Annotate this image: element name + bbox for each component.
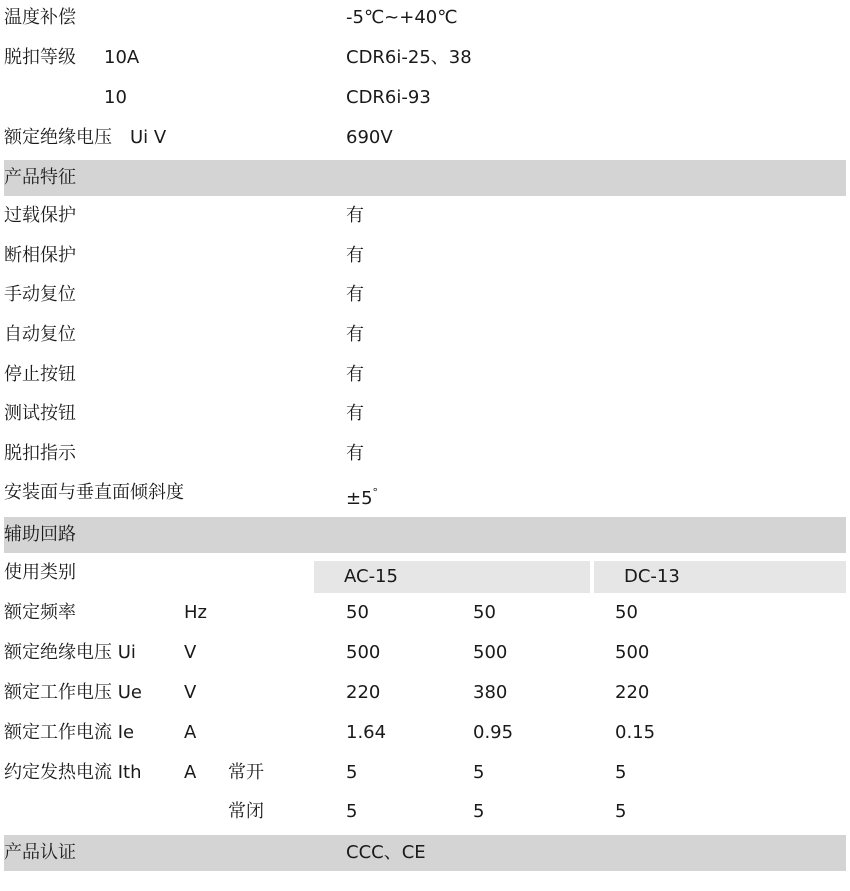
row-frequency [4,595,846,631]
value-ac-1: 5 [346,801,358,822]
row-feature [4,396,846,432]
row-feature [4,238,846,274]
row-unit: Ui V [130,127,167,148]
section-header-features [4,160,846,196]
row-value: 有 [346,205,364,226]
value-ac-2: 50 [473,602,496,623]
row-label: 额定绝缘电压 Ui [4,642,136,663]
row-label: 额定工作电压 Ue [4,682,142,703]
row-label: 约定发热电流 Ith [4,762,142,783]
row-label: 安装面与垂直面倾斜度 [4,482,184,503]
value-dc: 5 [615,762,627,783]
row-label: 额定绝缘电压 [4,127,112,148]
row-label: 使用类别 [4,562,76,583]
section-title: 辅助回路 [4,524,76,545]
row-label: 额定工作电流 Ie [4,722,135,743]
row-label: 过载保护 [4,205,76,226]
value-ac-2: 0.95 [473,722,514,743]
row-trip-class-b [4,80,846,116]
row-insulation-voltage [4,635,846,671]
value-ac-1: 500 [346,642,381,663]
section-header-aux [4,517,846,553]
row-value: 有 [346,443,364,464]
row-trip-class [4,40,846,76]
row-unit: Hz [184,602,207,623]
value-dc: 220 [615,682,650,703]
contact-type-no: 常开 [228,762,264,783]
value-dc: 5 [615,801,627,822]
row-operating-current [4,715,846,751]
row-value: 有 [346,324,364,345]
value-ac-1: 220 [346,682,381,703]
row-feature [4,198,846,234]
cert-value: CCC、CE [346,842,426,863]
category-dc: DC-13 [594,561,846,593]
row-value [346,475,378,511]
degree-symbol: ° [372,486,379,499]
row-value: 690V [346,127,393,148]
row-sub-label: 10A [104,47,140,68]
value-ac-1: 5 [346,762,358,783]
row-value: 有 [346,284,364,305]
value-ac-1: 1.64 [346,722,387,743]
row-label: 脱扣指示 [4,443,76,464]
row-label: 停止按钮 [4,364,76,385]
tilt-value: ±5 [346,488,373,509]
row-label: 温度补偿 [4,7,76,28]
row-tilt [4,475,846,511]
value-ac-2: 5 [473,801,485,822]
row-thermal-current-no [4,755,846,791]
row-value: 有 [346,403,364,424]
value-dc: 0.15 [615,722,656,743]
row-value: CDR6i-93 [346,87,431,108]
value-ac-2: 5 [473,762,485,783]
row-label: 自动复位 [4,324,76,345]
value-dc: 50 [615,602,638,623]
row-label: 脱扣等级 [4,47,76,68]
row-label: 额定频率 [4,602,76,623]
row-unit: V [184,642,197,663]
row-label: 手动复位 [4,284,76,305]
contact-type-nc: 常闭 [228,801,264,822]
row-unit: A [184,762,197,783]
row-unit: A [184,722,197,743]
row-unit: V [184,682,197,703]
row-feature [4,277,846,313]
row-rated-insulation [4,120,846,156]
row-sub-label: 10 [104,87,127,108]
row-value: 有 [346,245,364,266]
row-operating-voltage [4,675,846,711]
section-header-cert [4,835,846,871]
row-feature [4,357,846,393]
category-ac: AC-15 [314,561,590,593]
value-ac-1: 50 [346,602,369,623]
section-title: 产品认证 [4,842,76,863]
row-feature [4,436,846,472]
value-ac-2: 380 [473,682,508,703]
row-thermal-current-nc [4,794,846,830]
section-title: 产品特征 [4,167,76,188]
row-label: 断相保护 [4,245,76,266]
value-ac-2: 500 [473,642,508,663]
row-value: CDR6i-25、38 [346,47,472,68]
row-temp-comp [4,0,846,36]
row-value: -5℃~+40℃ [346,7,458,28]
row-category [4,555,846,591]
row-feature [4,317,846,353]
row-label: 测试按钮 [4,403,76,424]
value-dc: 500 [615,642,650,663]
row-value: 有 [346,364,364,385]
